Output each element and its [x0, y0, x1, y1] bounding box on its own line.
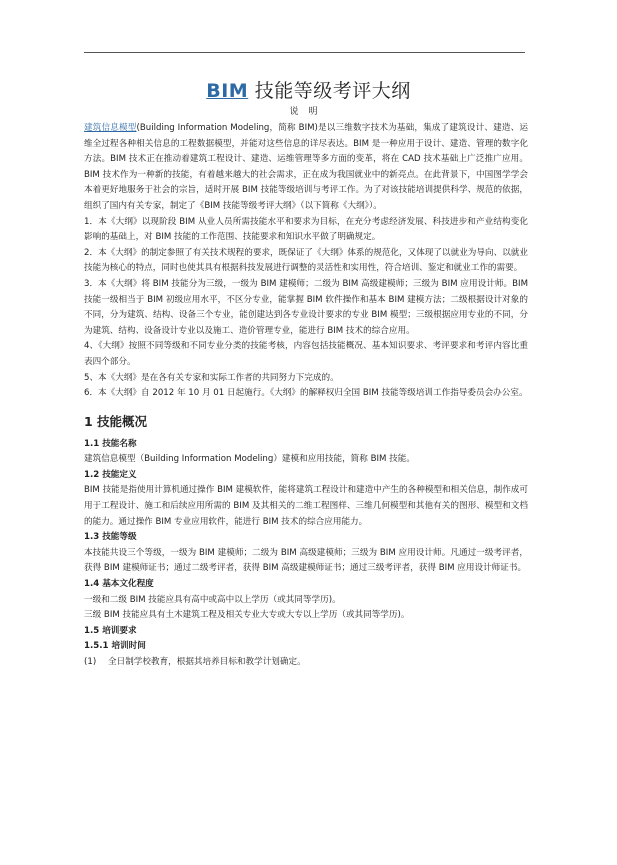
- section-1-4-text-2: 三级 BIM 技能应具有土木建筑工程及相关专业大专或大专以上学历（或其同等学历)。: [84, 610, 410, 621]
- document-subtitle: 说明: [289, 107, 328, 117]
- list-item: 2．本《大纲》的制定参照了有关技术规程的要求，既保证了《大纲》体系的规范化，又体现了以就业为导向、以就业技能为核心的特点，同时也使其具有根据科技发展进行调整的灵活性和实用性，符合培训、鉴定和就业工作的需要。: [84, 247, 528, 274]
- list-item: 5、本《大纲》是在各有关专家和实际工作者的共同努力下完成的。: [84, 372, 339, 383]
- section-1-4-heading: 1.4 基本文化程度: [84, 579, 154, 590]
- list-item: 4、《大纲》按照不同等级和不同专业分类的技能考核，内容包括技能概况、基本知识要求、考评要求和考评内容比重表四个部分。: [84, 341, 528, 367]
- list-item: 6．本《大纲》自 2012 年 10 月 01 日起施行。《大纲》的解释权归全国 BIM 技能等级培训工作指导委员会办公室。: [84, 388, 528, 399]
- section-1-5-1-item: [84, 655, 528, 671]
- section-1-5-heading: 1.5 培训要求: [84, 625, 137, 636]
- section-1-3-heading: 1.3 技能等级: [84, 532, 137, 543]
- list-item: 3．本《大纲》将 BIM 技能分为三级，一级为 BIM 建模师；二级为 BIM 高级建模师；三级为 BIM 应用设计师。BIM 技能一级相当于 BIM 初级应用水平，不区分专业，能掌握 BIM 软件操作和基本 BIM 建模方法；二级根据设计对象的不同，分为建筑、结构、设备三个专业，能创建达到各专业设计要求的专业 BIM 模型；三级根据应用专业的不同，分为建筑、结构、设备设计专业以及施工、造价管理专业，能进行 BIM 技术的综合应用。: [84, 278, 528, 336]
- section-1-4-text-1: 一级和二级 BIM 技能应具有高中或高中以上学历（或其同等学历)。: [84, 594, 341, 605]
- section-1-2-heading: 1.2 技能定义: [84, 469, 137, 480]
- item-number: (1): [84, 657, 97, 667]
- intro-link[interactable]: 建筑信息模型: [84, 123, 137, 133]
- header-rule: [84, 52, 525, 53]
- document-title: [0, 76, 617, 103]
- document-body: [84, 121, 528, 671]
- title-rest: 技能等级考评大纲: [254, 80, 411, 102]
- section-1-1-heading: 1.1 技能名称: [84, 438, 137, 449]
- section-1-1-text: 建筑信息模型（Building Information Modeling）建模和应用技能，简称 BIM 技能。: [84, 454, 415, 465]
- item-text: 全日制学校教育，根据其培养目标和教学计划确定。: [108, 657, 306, 667]
- section-1-heading: 1 技能概况: [84, 413, 148, 429]
- section-1-2-text: BIM 技能是指使用计算机通过操作 BIM 建模软件，能将建筑工程设计和建造中产生的各种模型和相关信息，制作成可用于工程设计、施工和后续应用所需的 BIM 及其相关的二维工程图样、三维几何模型和其他有关的图形、模型和文档的能力。通过操作 BIM 专业应用软件，能进行 BIM 技术的综合应用能力。: [84, 485, 528, 527]
- intro-paragraph: [84, 121, 528, 215]
- list-item: 1．本《大纲》以现阶段 BIM 从业人员所需技能水平和要求为目标，在充分考虑经济发展、科技进步和产业结构变化影响的基础上，对 BIM 技能的工作范围、技能要求和知识水平做了明确规定。: [84, 216, 528, 243]
- intro-text: (Building Information Modeling，简称 BIM)是以三维数字技术为基础，集成了建筑设计、建造、运维全过程各种相关信息的工程数据模型，并能对这些信息的详尽表达。BIM 是一种应用于设计、建造、管理的数字化方法。BIM 技术正在推动着建筑工程设计、建造、运维管理等多方面的变革，将在 CAD 技术基础上广泛推广应用。BIM 技术作为一种新的技能，有着越来越大的社会需求，正在成为我国就业中的新亮点。在此背景下，中国图学学会本着更好地服务于社会的宗旨，适时开展 BIM 技能等级培训与考评工作。为了对该技能培训提供科学、规范的依据，组织了国内有关专家，制定了《BIM 技能等级考评大纲》（以下简称《大纲》）。: [84, 123, 528, 211]
- title-prefix: BIM: [206, 80, 249, 102]
- section-1-3-text: 本技能共设三个等级，一级为 BIM 建模师；二级为 BIM 高级建模师；三级为 BIM 应用设计师。凡通过一级考评者，获得 BIM 建模师证书；通过二级考评者，获得 BIM 高级建模师证书；通过三级考评者，获得 BIM 应用设计师证书。: [84, 547, 528, 574]
- section-1-5-1-heading: 1.5.1 培训时间: [84, 641, 146, 652]
